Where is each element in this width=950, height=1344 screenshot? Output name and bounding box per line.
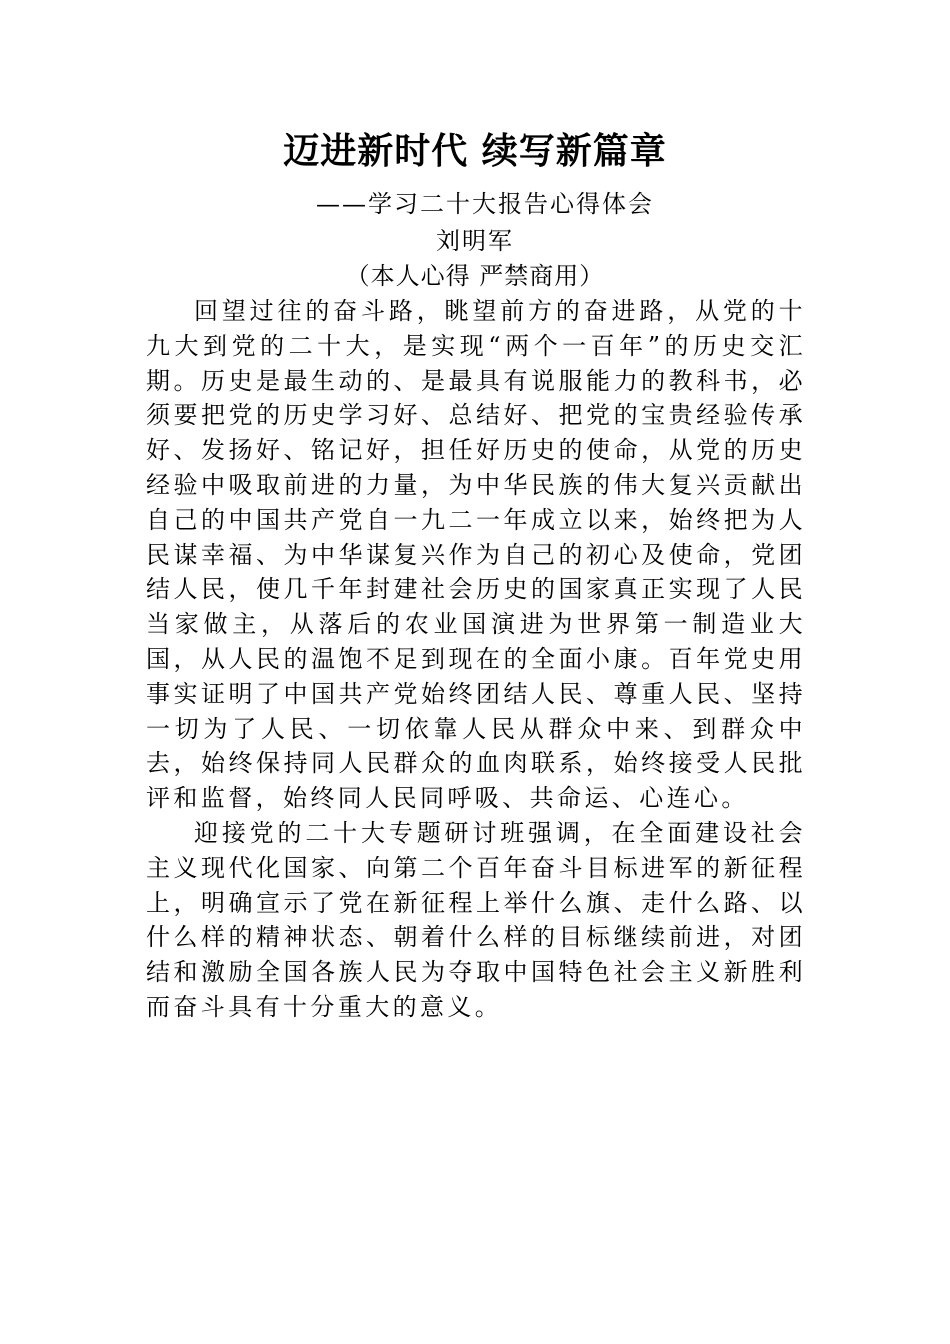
document-subtitle: ——学习二十大报告心得体会 [316, 190, 654, 218]
document-author: 刘明军 [436, 227, 514, 255]
usage-note: （本人心得 严禁商用） [345, 262, 605, 290]
paragraph: 回望过往的奋斗路，眺望前方的奋进路，从党的十九大到党的二十大，是实现“两个一百年”的历史交汇期。历史是最生动的、是最具有说服能力的教科书，必须要把党的历史学习好、总结好、把党的宝贵经验传承好、发扬好、铭记好，担任好历史的使命，从党的历史经验中吸取前进的力量，为中华民族的伟大复兴贡献出自己的中国共产党自一九二一年成立以来，始终把为人民谋幸福、为中华谋复兴作为自己的初心及使命，党团结人民，使几千年封建社会历史的国家真正实现了人民当家做主，从落后的农业国演进为世界第一制造业大国，从人民的温饱不足到现在的全面小康。百年党史用事实证明了中国共产党始终团结人民、尊重人民、坚持一切为了人民、一切依靠人民从群众中来、到群众中去，始终保持同人民群众的血肉联系，始终接受人民批评和监督，始终同人民同呼吸、共命运、心连心。 [146, 297, 806, 813]
document-title: 迈进新时代 续写新篇章 [283, 130, 667, 172]
document-body [146, 294, 806, 1025]
paragraph: 迎接党的二十大专题研讨班强调，在全面建设社会主义现代化国家、向第二个百年奋斗目标进军的新征程上，明确宣示了党在新征程上举什么旗、走什么路、以什么样的精神状态、朝着什么样的目标继续前进，对团结和激励全国各族人民为夺取中国特色社会主义新胜利而奋斗具有十分重大的意义。 [146, 818, 806, 1021]
